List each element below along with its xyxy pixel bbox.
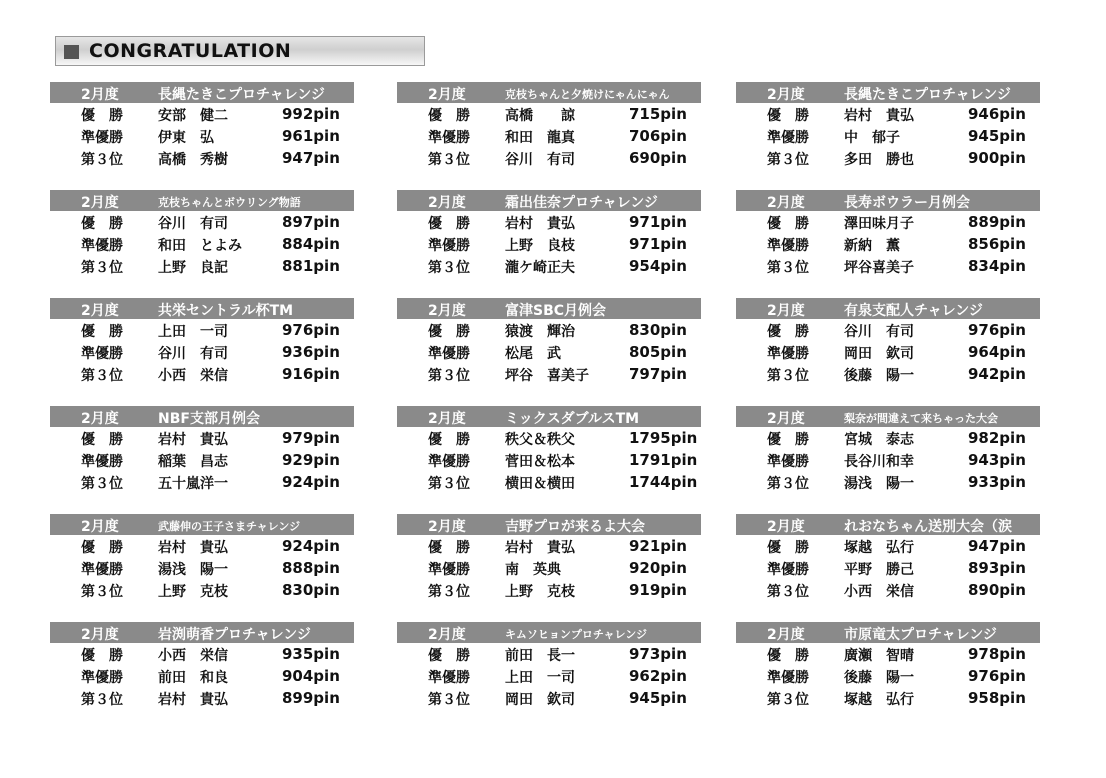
player-name: 谷川 有司: [158, 346, 228, 362]
score-value: 978pin: [968, 645, 1026, 663]
score-value: 893pin: [968, 559, 1026, 577]
rank-label: 準優勝: [767, 670, 809, 686]
rank-label: 優 勝: [428, 324, 470, 340]
result-block: [397, 82, 701, 169]
rank-label: 優 勝: [428, 432, 470, 448]
score-value: 947pin: [968, 537, 1026, 555]
score-value: 919pin: [629, 581, 687, 599]
result-row: [736, 363, 1040, 385]
event-month: 2月度: [428, 303, 466, 319]
player-name: 後藤 陽一: [844, 670, 914, 686]
event-month: 2月度: [767, 627, 805, 643]
rank-label: 準優勝: [81, 130, 123, 146]
score-value: 920pin: [629, 559, 687, 577]
result-row: [736, 557, 1040, 579]
result-row: [736, 579, 1040, 601]
result-row: [736, 471, 1040, 493]
player-name: 多田 勝也: [844, 152, 914, 168]
player-name: 横田＆横田: [505, 476, 575, 492]
rank-label: 準優勝: [767, 346, 809, 362]
player-name: 岡田 欽司: [844, 346, 914, 362]
result-row: [736, 643, 1040, 665]
player-name: 平野 勝己: [844, 562, 914, 578]
rank-label: 第３位: [81, 692, 123, 708]
result-row: [50, 319, 354, 341]
result-row: [736, 535, 1040, 557]
player-name: 安部 健二: [158, 108, 228, 124]
score-value: 888pin: [282, 559, 340, 577]
rank-label: 準優勝: [428, 670, 470, 686]
player-name: 瀧ケ崎正夫: [505, 260, 575, 276]
score-value: 805pin: [629, 343, 687, 361]
result-block-header: [50, 298, 354, 319]
score-value: 690pin: [629, 149, 687, 167]
rank-label: 優 勝: [767, 108, 809, 124]
score-value: 916pin: [282, 365, 340, 383]
player-name: 上野 克枝: [158, 584, 228, 600]
score-value: 982pin: [968, 429, 1026, 447]
result-row: [397, 665, 701, 687]
result-row: [50, 665, 354, 687]
score-value: 958pin: [968, 689, 1026, 707]
score-value: 797pin: [629, 365, 687, 383]
result-row: [397, 211, 701, 233]
event-month: 2月度: [428, 627, 466, 643]
player-name: 南 英典: [505, 562, 561, 578]
score-value: 924pin: [282, 537, 340, 555]
score-value: 856pin: [968, 235, 1026, 253]
rank-label: 準優勝: [767, 562, 809, 578]
event-month: 2月度: [81, 195, 119, 211]
score-value: 943pin: [968, 451, 1026, 469]
rank-label: 第３位: [81, 152, 123, 168]
result-block-header: [50, 514, 354, 535]
score-value: 961pin: [282, 127, 340, 145]
event-name: 有泉支配人チャレンジ: [844, 303, 983, 319]
player-name: 岩村 貴弘: [158, 432, 228, 448]
result-row: [736, 147, 1040, 169]
result-block: [397, 298, 701, 385]
player-name: 小西 栄信: [158, 368, 228, 384]
result-row: [50, 255, 354, 277]
rank-label: 第３位: [767, 260, 809, 276]
result-block-header: [397, 298, 701, 319]
score-value: 945pin: [968, 127, 1026, 145]
event-name: 長縄たきこプロチャレンジ: [844, 87, 1011, 103]
event-name: 長縄たきこプロチャレンジ: [158, 87, 325, 103]
score-value: 992pin: [282, 105, 340, 123]
rank-label: 準優勝: [428, 562, 470, 578]
result-row: [50, 125, 354, 147]
player-name: 上田 一司: [158, 324, 228, 340]
result-row: [736, 233, 1040, 255]
rank-label: 優 勝: [767, 540, 809, 556]
result-block: [736, 298, 1040, 385]
player-name: 谷川 有司: [158, 216, 228, 232]
result-block-header: [50, 622, 354, 643]
event-name: 岩渕萌香プロチャレンジ: [158, 627, 311, 643]
rank-label: 優 勝: [81, 108, 123, 124]
score-value: 933pin: [968, 473, 1026, 491]
event-month: 2月度: [767, 303, 805, 319]
score-value: 830pin: [629, 321, 687, 339]
result-row: [397, 363, 701, 385]
score-value: 942pin: [968, 365, 1026, 383]
event-name: ミックスダブルスTM: [505, 411, 640, 427]
result-block: [50, 298, 354, 385]
score-value: 889pin: [968, 213, 1026, 231]
player-name: 岩村 貴弘: [844, 108, 914, 124]
result-row: [50, 103, 354, 125]
result-row: [397, 233, 701, 255]
score-value: 1744pin: [629, 473, 698, 491]
player-name: 上野 良記: [158, 260, 228, 276]
score-value: 830pin: [282, 581, 340, 599]
result-row: [50, 643, 354, 665]
rank-label: 第３位: [81, 476, 123, 492]
score-value: 881pin: [282, 257, 340, 275]
result-row: [397, 557, 701, 579]
event-month: 2月度: [81, 303, 119, 319]
rank-label: 第３位: [428, 260, 470, 276]
result-row: [397, 319, 701, 341]
event-name: 梨奈が間違えて来ちゃった大会: [844, 412, 998, 425]
result-block-header: [397, 514, 701, 535]
result-row: [397, 103, 701, 125]
rank-label: 第３位: [767, 152, 809, 168]
player-name: 菅田＆松本: [505, 454, 575, 470]
result-block: [397, 622, 701, 709]
result-row: [736, 665, 1040, 687]
result-row: [397, 535, 701, 557]
rank-label: 優 勝: [81, 648, 123, 664]
result-row: [736, 341, 1040, 363]
event-name: 富津SBC月例会: [505, 303, 607, 319]
rank-label: 準優勝: [81, 670, 123, 686]
score-value: 946pin: [968, 105, 1026, 123]
score-value: 947pin: [282, 149, 340, 167]
result-row: [736, 687, 1040, 709]
result-block-header: [397, 406, 701, 427]
result-row: [50, 233, 354, 255]
rank-label: 準優勝: [81, 454, 123, 470]
score-value: 897pin: [282, 213, 340, 231]
rank-label: 優 勝: [767, 432, 809, 448]
rank-label: 準優勝: [81, 562, 123, 578]
event-month: 2月度: [767, 195, 805, 211]
score-value: 962pin: [629, 667, 687, 685]
player-name: 小西 栄信: [158, 648, 228, 664]
rank-label: 優 勝: [428, 540, 470, 556]
result-block-header: [736, 190, 1040, 211]
result-row: [736, 255, 1040, 277]
event-month: 2月度: [767, 519, 805, 535]
score-value: 979pin: [282, 429, 340, 447]
rank-label: 第３位: [428, 368, 470, 384]
event-name: 霜出佳奈プロチャレンジ: [505, 195, 658, 211]
result-block: [397, 190, 701, 277]
result-row: [50, 363, 354, 385]
banner-title: CONGRATULATION: [89, 40, 292, 62]
rank-label: 準優勝: [428, 454, 470, 470]
rank-label: 優 勝: [81, 432, 123, 448]
result-row: [736, 211, 1040, 233]
result-block: [397, 406, 701, 493]
player-name: 長谷川和幸: [844, 454, 914, 470]
result-row: [397, 125, 701, 147]
player-name: 伊東 弘: [158, 130, 214, 146]
player-name: 松尾 武: [505, 346, 561, 362]
rank-label: 優 勝: [428, 216, 470, 232]
event-month: 2月度: [767, 87, 805, 103]
rank-label: 優 勝: [428, 108, 470, 124]
result-block: [50, 406, 354, 493]
score-value: 936pin: [282, 343, 340, 361]
player-name: 猿渡 輝治: [505, 324, 575, 340]
result-block: [50, 190, 354, 277]
player-name: 和田 龍真: [505, 130, 575, 146]
result-block-header: [736, 406, 1040, 427]
result-block-header: [736, 622, 1040, 643]
event-month: 2月度: [767, 411, 805, 427]
rank-label: 第３位: [81, 260, 123, 276]
score-value: 904pin: [282, 667, 340, 685]
score-value: 976pin: [968, 667, 1026, 685]
result-block: [736, 190, 1040, 277]
player-name: 上野 良枝: [505, 238, 575, 254]
event-month: 2月度: [428, 519, 466, 535]
result-row: [50, 579, 354, 601]
score-value: 1795pin: [629, 429, 698, 447]
result-block: [397, 514, 701, 601]
event-name: れおなちゃん送別大会（涙: [844, 519, 1012, 535]
score-value: 715pin: [629, 105, 687, 123]
event-month: 2月度: [81, 627, 119, 643]
rank-label: 準優勝: [428, 130, 470, 146]
player-name: 廣瀬 智晴: [844, 648, 914, 664]
result-block: [50, 514, 354, 601]
result-block: [736, 514, 1040, 601]
rank-label: 第３位: [81, 584, 123, 600]
result-row: [50, 147, 354, 169]
result-row: [397, 449, 701, 471]
result-row: [50, 427, 354, 449]
score-value: 976pin: [282, 321, 340, 339]
result-row: [50, 557, 354, 579]
result-row: [397, 579, 701, 601]
player-name: 上田 一司: [505, 670, 575, 686]
player-name: 湯浅 陽一: [844, 476, 914, 492]
result-block-header: [397, 82, 701, 103]
result-row: [50, 471, 354, 493]
result-block-header: [736, 298, 1040, 319]
rank-label: 優 勝: [767, 216, 809, 232]
score-value: 834pin: [968, 257, 1026, 275]
player-name: 上野 克枝: [505, 584, 575, 600]
player-name: 五十嵐洋一: [158, 476, 228, 492]
event-month: 2月度: [81, 87, 119, 103]
event-month: 2月度: [81, 519, 119, 535]
player-name: 高橋 諒: [505, 108, 575, 124]
score-value: 884pin: [282, 235, 340, 253]
event-name: 共栄セントラル杯TM: [158, 303, 294, 319]
player-name: 岩村 貴弘: [158, 540, 228, 556]
score-value: 900pin: [968, 149, 1026, 167]
result-row: [736, 427, 1040, 449]
event-name: 武藤伸の王子さまチャレンジ: [158, 520, 301, 533]
result-block-header: [50, 406, 354, 427]
event-name: NBF支部月例会: [158, 411, 260, 427]
event-month: 2月度: [428, 87, 466, 103]
rank-label: 第３位: [767, 368, 809, 384]
result-row: [736, 319, 1040, 341]
result-row: [736, 103, 1040, 125]
player-name: 稲葉 昌志: [158, 454, 228, 470]
score-value: 706pin: [629, 127, 687, 145]
result-row: [736, 125, 1040, 147]
rank-label: 準優勝: [428, 238, 470, 254]
event-month: 2月度: [428, 195, 466, 211]
score-value: 929pin: [282, 451, 340, 469]
score-value: 964pin: [968, 343, 1026, 361]
result-row: [50, 341, 354, 363]
event-month: 2月度: [428, 411, 466, 427]
rank-label: 第３位: [767, 692, 809, 708]
event-name: 克枝ちゃんとボウリング物語: [158, 196, 301, 209]
result-block-header: [50, 82, 354, 103]
player-name: 後藤 陽一: [844, 368, 914, 384]
player-name: 塚越 弘行: [844, 692, 914, 708]
result-block: [736, 82, 1040, 169]
result-block-header: [397, 622, 701, 643]
player-name: 湯浅 陽一: [158, 562, 228, 578]
player-name: 小西 栄信: [844, 584, 914, 600]
result-row: [397, 471, 701, 493]
player-name: 新納 薫: [844, 238, 900, 254]
rank-label: 第３位: [81, 368, 123, 384]
player-name: 秩父＆秩父: [505, 432, 575, 448]
event-name: 吉野プロが来るよ大会: [505, 519, 645, 535]
score-value: 976pin: [968, 321, 1026, 339]
score-value: 973pin: [629, 645, 687, 663]
score-value: 935pin: [282, 645, 340, 663]
score-value: 945pin: [629, 689, 687, 707]
rank-label: 準優勝: [767, 238, 809, 254]
event-name: キムソヒョンプロチャレンジ: [505, 628, 648, 641]
player-name: 岩村 貴弘: [505, 540, 575, 556]
rank-label: 第３位: [428, 152, 470, 168]
rank-label: 優 勝: [81, 540, 123, 556]
player-name: 岩村 貴弘: [505, 216, 575, 232]
result-row: [397, 147, 701, 169]
result-row: [397, 687, 701, 709]
result-row: [397, 643, 701, 665]
square-bullet-icon: [64, 45, 79, 59]
player-name: 中 郁子: [844, 130, 900, 146]
result-row: [397, 341, 701, 363]
player-name: 前田 長一: [505, 648, 575, 664]
result-block-header: [50, 190, 354, 211]
result-block-header: [736, 82, 1040, 103]
event-name: 長寿ボウラー月例会: [844, 195, 970, 211]
player-name: 澤田味月子: [844, 216, 914, 232]
result-row: [397, 427, 701, 449]
result-row: [50, 449, 354, 471]
score-value: 1791pin: [629, 451, 698, 469]
player-name: 和田 とよみ: [158, 238, 242, 254]
result-row: [50, 211, 354, 233]
rank-label: 準優勝: [428, 346, 470, 362]
result-row: [736, 449, 1040, 471]
event-name: 市原竜太プロチャレンジ: [844, 627, 997, 643]
rank-label: 優 勝: [428, 648, 470, 664]
score-value: 954pin: [629, 257, 687, 275]
rank-label: 優 勝: [767, 324, 809, 340]
player-name: 谷川 有司: [505, 152, 575, 168]
result-block: [736, 406, 1040, 493]
player-name: 前田 和良: [158, 670, 228, 686]
result-block-header: [736, 514, 1040, 535]
congratulation-banner: [55, 36, 425, 66]
score-value: 971pin: [629, 235, 687, 253]
player-name: 坪谷喜美子: [844, 260, 914, 276]
result-block: [50, 82, 354, 169]
rank-label: 優 勝: [767, 648, 809, 664]
player-name: 坪谷 喜美子: [505, 368, 589, 384]
player-name: 高橋 秀樹: [158, 152, 228, 168]
player-name: 谷川 有司: [844, 324, 914, 340]
result-block: [50, 622, 354, 709]
rank-label: 第３位: [428, 692, 470, 708]
score-value: 924pin: [282, 473, 340, 491]
rank-label: 優 勝: [81, 216, 123, 232]
result-row: [50, 535, 354, 557]
score-value: 899pin: [282, 689, 340, 707]
rank-label: 準優勝: [81, 346, 123, 362]
score-value: 971pin: [629, 213, 687, 231]
rank-label: 準優勝: [81, 238, 123, 254]
player-name: 塚越 弘行: [844, 540, 914, 556]
player-name: 岡田 欽司: [505, 692, 575, 708]
result-row: [397, 255, 701, 277]
rank-label: 第３位: [767, 584, 809, 600]
rank-label: 準優勝: [767, 130, 809, 146]
rank-label: 第３位: [428, 584, 470, 600]
player-name: 岩村 貴弘: [158, 692, 228, 708]
rank-label: 準優勝: [767, 454, 809, 470]
result-row: [50, 687, 354, 709]
score-value: 921pin: [629, 537, 687, 555]
rank-label: 第３位: [767, 476, 809, 492]
event-month: 2月度: [81, 411, 119, 427]
result-block-header: [397, 190, 701, 211]
result-block: [736, 622, 1040, 709]
rank-label: 第３位: [428, 476, 470, 492]
score-value: 890pin: [968, 581, 1026, 599]
event-name: 克枝ちゃんと夕焼けにゃんにゃん: [505, 88, 670, 101]
rank-label: 優 勝: [81, 324, 123, 340]
player-name: 宮城 泰志: [844, 432, 914, 448]
